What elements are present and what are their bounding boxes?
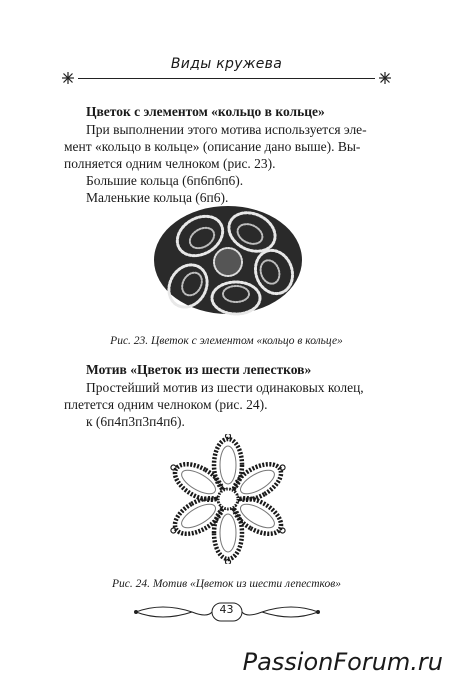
star-flourish-icon <box>62 72 74 84</box>
body-line: Маленькие кольца (6п6). <box>86 190 229 205</box>
page-number-ornament <box>0 600 453 624</box>
body-line: полняется одним челноком (рис. 23). <box>64 156 276 171</box>
star-flourish-icon <box>379 72 391 84</box>
figure-caption-24: Рис. 24. Мотив «Цветок из шести лепестков» <box>111 578 341 590</box>
body-line: к (6п4п3п3п4п6). <box>86 414 185 429</box>
section1-body <box>64 121 390 206</box>
running-header-title: Виды кружева <box>170 56 283 72</box>
page-number: 43 <box>219 603 234 616</box>
body-line: Простейший мотив из шести одинаковых колец, <box>86 380 364 395</box>
body-line: При выполнении этого мотива используется эле- <box>86 122 367 137</box>
section-heading-ring-in-ring: Цветок с элементом «кольцо в кольце» <box>86 104 325 119</box>
body-line: Большие кольца (6п6п6п6). <box>86 173 244 188</box>
six-petal-tatting-image <box>140 434 315 564</box>
body-line: плетется одним челноком (рис. 24). <box>64 397 268 412</box>
tatting-flower-image <box>140 198 315 323</box>
section-heading-six-petals: Мотив «Цветок из шести лепестков» <box>86 362 312 377</box>
watermark-text: PassionForum.ru <box>242 648 443 676</box>
body-line: мент «кольцо в кольце» (описание дано выше). Вы- <box>64 139 361 154</box>
section2-body <box>64 379 390 430</box>
header-rule <box>78 78 375 79</box>
figure-caption-23: Рис. 23. Цветок с элементом «кольцо в кольце» <box>110 335 343 347</box>
